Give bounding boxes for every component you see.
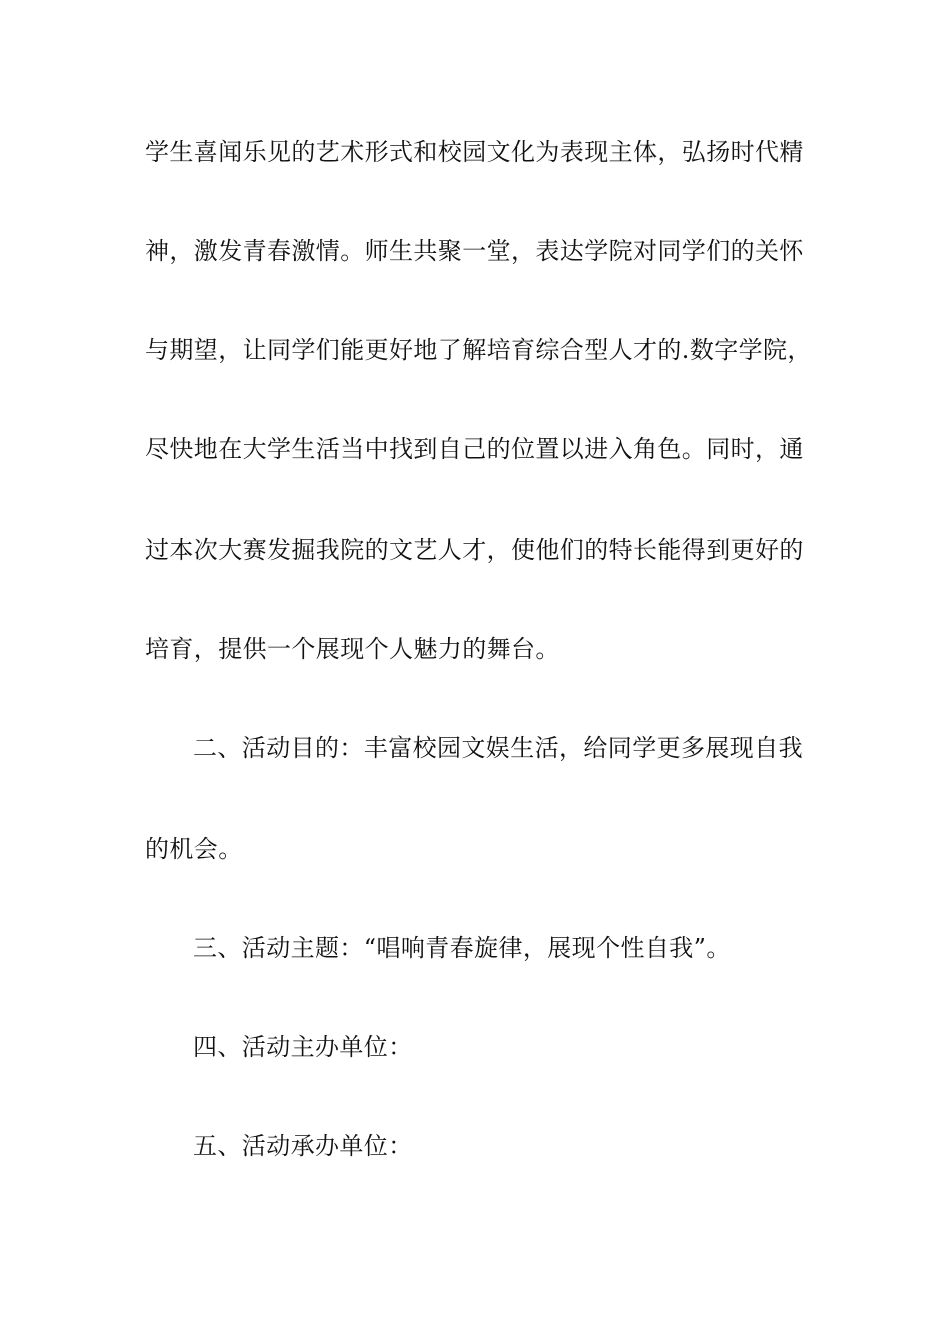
- section-heading-host: 五、活动承办单位：: [193, 1132, 413, 1160]
- paragraph-line: 学生喜闻乐见的艺术形式和校园文化为表现主体，弘扬时代精: [145, 138, 804, 166]
- section-heading-organizer: 四、活动主办单位：: [193, 1033, 413, 1061]
- paragraph-line: 培育，提供一个展现个人魅力的舞台。: [145, 635, 560, 663]
- paragraph-line: 尽快地在大学生活当中找到自己的位置以进入角色。同时，通: [145, 435, 804, 463]
- paragraph-line: 与期望，让同学们能更好地了解培育综合型人才的.数字学院，: [145, 336, 812, 364]
- paragraph-line: 神，激发青春激情。师生共聚一堂，表达学院对同学们的关怀: [145, 237, 804, 265]
- paragraph-line: 的机会。: [145, 835, 243, 863]
- paragraph-line: 过本次大赛发掘我院的文艺人才，使他们的特长能得到更好的: [145, 536, 804, 564]
- section-heading-purpose: 二、活动目的：丰富校园文娱生活，给同学更多展现自我: [193, 734, 803, 762]
- section-heading-theme: 三、活动主题：“唱响青春旋律，展现个性自我”。: [193, 934, 731, 962]
